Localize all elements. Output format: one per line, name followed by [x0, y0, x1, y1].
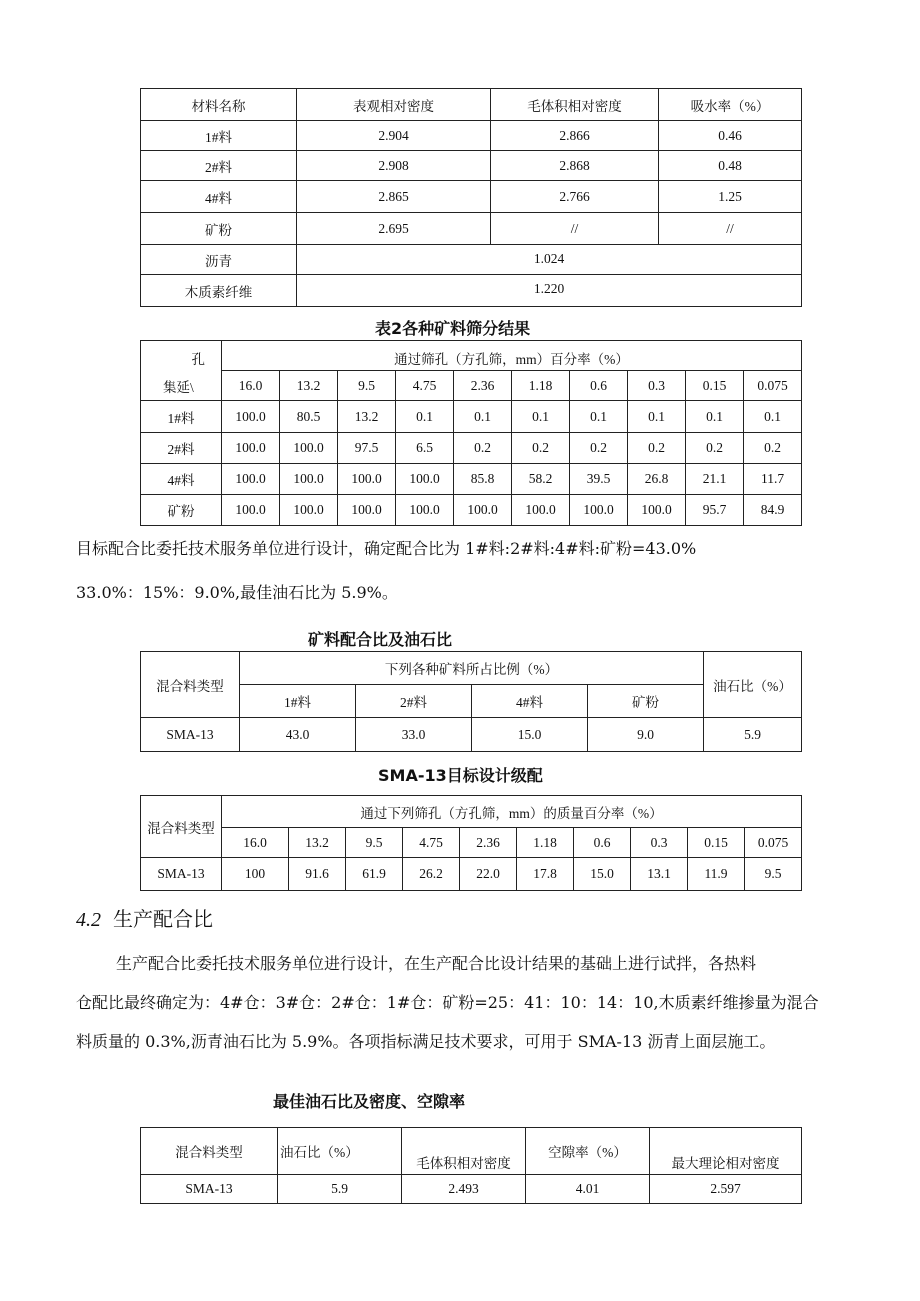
table-row [141, 718, 802, 752]
sieve-cell: 0.075 [744, 371, 802, 401]
header-cell: 表观相对密度 [297, 89, 491, 121]
table-cell: 100.0 [280, 433, 338, 464]
table-cell: 9.5 [745, 858, 802, 891]
sieve-cell: 9.5 [338, 371, 396, 401]
material-cell: 1#料 [240, 685, 356, 718]
table-cell: 100.0 [338, 464, 396, 495]
table-cell: 100 [222, 858, 289, 891]
table-cell: 0.1 [396, 401, 454, 433]
sieve-cell: 0.3 [628, 371, 686, 401]
material-header-row [141, 685, 802, 718]
table-cell: 0.1 [512, 401, 570, 433]
material-density-table [140, 88, 802, 307]
table-cell: 61.9 [346, 858, 403, 891]
table-cell: 26.2 [403, 858, 460, 891]
table-cell: 0.2 [686, 433, 744, 464]
table-cell: 13.2 [338, 401, 396, 433]
table-row [141, 151, 802, 181]
table-cell: 100.0 [512, 495, 570, 526]
table-row [141, 181, 802, 213]
table-cell: 0.48 [659, 151, 802, 181]
target-mix-paragraph-line2: 33.0%：15%：9.0%,最佳油石比为 5.9%。 [76, 583, 398, 602]
table-header-row [141, 89, 802, 121]
table-cell: 1#料 [141, 121, 297, 151]
production-mix-paragraph-line1: 生产配合比委托技术服务单位进行设计，在生产配合比设计结果的基础上进行试拌，各热料 [116, 954, 757, 973]
table-cell: 沥青 [141, 245, 297, 275]
optimum-asphalt-table [140, 1127, 802, 1204]
table-cell: 9.0 [588, 718, 704, 752]
header-cell: 最大理论相对密度 [650, 1128, 802, 1175]
table-cell: 2.695 [297, 213, 491, 245]
table-row [141, 495, 802, 526]
sieve-analysis-table [140, 340, 802, 526]
sieve-cell: 1.18 [512, 371, 570, 401]
sieve-cell: 16.0 [222, 371, 280, 401]
table-header-row [141, 796, 802, 828]
table-cell: 26.8 [628, 464, 686, 495]
table-cell: 100.0 [396, 464, 454, 495]
table-row [141, 433, 802, 464]
corner-bottom-label: 集延\ [163, 379, 194, 395]
table-cell: // [491, 213, 659, 245]
table-cell: 0.2 [512, 433, 570, 464]
table-cell: 58.2 [512, 464, 570, 495]
table-cell: 0.1 [628, 401, 686, 433]
table-cell: SMA-13 [141, 858, 222, 891]
table-header-row [141, 1128, 802, 1175]
ratio-header: 油石比（%） [704, 652, 802, 718]
table-cell: 4.01 [526, 1175, 650, 1204]
type-header: 混合料类型 [141, 796, 222, 858]
table-cell: 39.5 [570, 464, 628, 495]
table-cell: 100.0 [396, 495, 454, 526]
header-cell: 毛体积相对密度 [491, 89, 659, 121]
table-cell: 6.5 [396, 433, 454, 464]
sieve-cell: 1.18 [517, 828, 574, 858]
table-cell: 2.868 [491, 151, 659, 181]
material-cell: 4#料 [472, 685, 588, 718]
table-cell: 0.1 [686, 401, 744, 433]
table-row [141, 245, 802, 275]
header-cell: 空隙率（%） [526, 1128, 650, 1175]
table-cell: 33.0 [356, 718, 472, 752]
sieve-cell: 2.36 [460, 828, 517, 858]
table-cell: SMA-13 [141, 718, 240, 752]
table-cell: 100.0 [222, 433, 280, 464]
sieve-cell: 4.75 [403, 828, 460, 858]
table-cell: 木质素纤维 [141, 275, 297, 307]
span-header: 通过下列筛孔（方孔筛，mm）的质量百分率（%） [222, 796, 802, 828]
header-cell: 材料名称 [141, 89, 297, 121]
table-cell: 85.8 [454, 464, 512, 495]
table-cell: 0.2 [570, 433, 628, 464]
table-cell: 11.7 [744, 464, 802, 495]
target-gradation-table [140, 795, 802, 891]
table-cell: 100.0 [222, 464, 280, 495]
corner-cell [141, 341, 222, 401]
table-header-row [141, 341, 802, 371]
table-cell: 15.0 [472, 718, 588, 752]
table-cell: 2.866 [491, 121, 659, 151]
table-cell: // [659, 213, 802, 245]
table-cell: 13.1 [631, 858, 688, 891]
table-cell: 1.220 [297, 275, 802, 307]
table-cell: 2.493 [402, 1175, 526, 1204]
mix-ratio-table [140, 651, 802, 752]
table5-caption: 最佳油石比及密度、空隙率 [273, 1092, 466, 1111]
header-cell: 吸水率（%） [659, 89, 802, 121]
row-name: 1#料 [141, 401, 222, 433]
material-cell: 2#料 [356, 685, 472, 718]
table-cell: 100.0 [280, 464, 338, 495]
table-cell: 43.0 [240, 718, 356, 752]
sieve-header-row [141, 828, 802, 858]
table3-caption: 矿料配合比及油石比 [308, 630, 453, 649]
row-name: 2#料 [141, 433, 222, 464]
sieve-cell: 0.6 [570, 371, 628, 401]
table-cell: 100.0 [628, 495, 686, 526]
table-row [141, 1175, 802, 1204]
table-row [141, 121, 802, 151]
type-header: 混合料类型 [141, 652, 240, 718]
table-cell: 0.2 [628, 433, 686, 464]
material-cell: 矿粉 [588, 685, 704, 718]
table-cell: 11.9 [688, 858, 745, 891]
table-cell: 100.0 [454, 495, 512, 526]
table-cell: 100.0 [222, 495, 280, 526]
table-cell: 1.25 [659, 181, 802, 213]
table-cell: 100.0 [570, 495, 628, 526]
table-cell: 5.9 [704, 718, 802, 752]
table4-caption: SMA-13目标设计级配 [378, 766, 543, 785]
table-cell: 100.0 [222, 401, 280, 433]
section-title: 生产配合比 [113, 909, 213, 931]
table-cell: 0.2 [744, 433, 802, 464]
row-name: 矿粉 [141, 495, 222, 526]
sieve-cell: 0.075 [745, 828, 802, 858]
table-cell: 2.597 [650, 1175, 802, 1204]
table-row [141, 275, 802, 307]
production-mix-paragraph-line3: 料质量的 0.3%,沥青油石比为 5.9%。各项指标满足技术要求，可用于 SMA-13 沥青上面层施工。 [76, 1032, 776, 1051]
span-header: 通过筛孔（方孔筛，mm）百分率（%） [222, 341, 802, 371]
span-header: 下列各种矿料所占比例（%） [240, 652, 704, 685]
table-cell: 0.1 [570, 401, 628, 433]
table-cell: 91.6 [289, 858, 346, 891]
sieve-cell: 0.15 [686, 371, 744, 401]
table-cell: 0.1 [454, 401, 512, 433]
table-cell: 2#料 [141, 151, 297, 181]
sieve-cell: 0.6 [574, 828, 631, 858]
corner-top-label: 孔 [191, 351, 205, 367]
table-cell: 5.9 [278, 1175, 402, 1204]
table-row [141, 858, 802, 891]
table-row [141, 464, 802, 495]
sieve-header-row [141, 371, 802, 401]
target-mix-paragraph-line1: 目标配合比委托技术服务单位进行设计，确定配合比为 1#料:2#料:4#料:矿粉=43.0% [76, 539, 697, 558]
sieve-cell: 0.15 [688, 828, 745, 858]
table-cell: 15.0 [574, 858, 631, 891]
table-cell: 0.46 [659, 121, 802, 151]
table-header-row [141, 652, 802, 685]
table-row [141, 401, 802, 433]
sieve-cell: 4.75 [396, 371, 454, 401]
table-cell: 100.0 [338, 495, 396, 526]
table2-caption: 表2各种矿料筛分结果 [375, 319, 531, 338]
sieve-cell: 0.3 [631, 828, 688, 858]
table-cell: 0.1 [744, 401, 802, 433]
table-cell: 95.7 [686, 495, 744, 526]
table-cell: 84.9 [744, 495, 802, 526]
table-cell: 80.5 [280, 401, 338, 433]
table-cell: 2.766 [491, 181, 659, 213]
table-cell: 2.908 [297, 151, 491, 181]
sieve-cell: 2.36 [454, 371, 512, 401]
table-cell: 21.1 [686, 464, 744, 495]
sieve-cell: 13.2 [280, 371, 338, 401]
table-cell: 97.5 [338, 433, 396, 464]
table-cell: 2.904 [297, 121, 491, 151]
section-number: 4.2 [76, 909, 101, 931]
table-cell: SMA-13 [141, 1175, 278, 1204]
table-cell: 22.0 [460, 858, 517, 891]
table-cell: 4#料 [141, 181, 297, 213]
production-mix-paragraph-line2: 仓配比最终确定为：4#仓：3#仓：2#仓：1#仓：矿粉=25：41：10：14：10,木质素纤维掺量为混合 [76, 993, 819, 1012]
table-cell: 矿粉 [141, 213, 297, 245]
table-row [141, 213, 802, 245]
sieve-cell: 13.2 [289, 828, 346, 858]
section-heading [76, 903, 213, 932]
table-cell: 2.865 [297, 181, 491, 213]
table-cell: 17.8 [517, 858, 574, 891]
sieve-cell: 16.0 [222, 828, 289, 858]
header-cell: 油石比（%） [278, 1128, 402, 1175]
table-cell: 100.0 [280, 495, 338, 526]
header-cell: 混合料类型 [141, 1128, 278, 1175]
row-name: 4#料 [141, 464, 222, 495]
table-cell: 0.2 [454, 433, 512, 464]
table-cell: 1.024 [297, 245, 802, 275]
header-cell: 毛体积相对密度 [402, 1128, 526, 1175]
sieve-cell: 9.5 [346, 828, 403, 858]
